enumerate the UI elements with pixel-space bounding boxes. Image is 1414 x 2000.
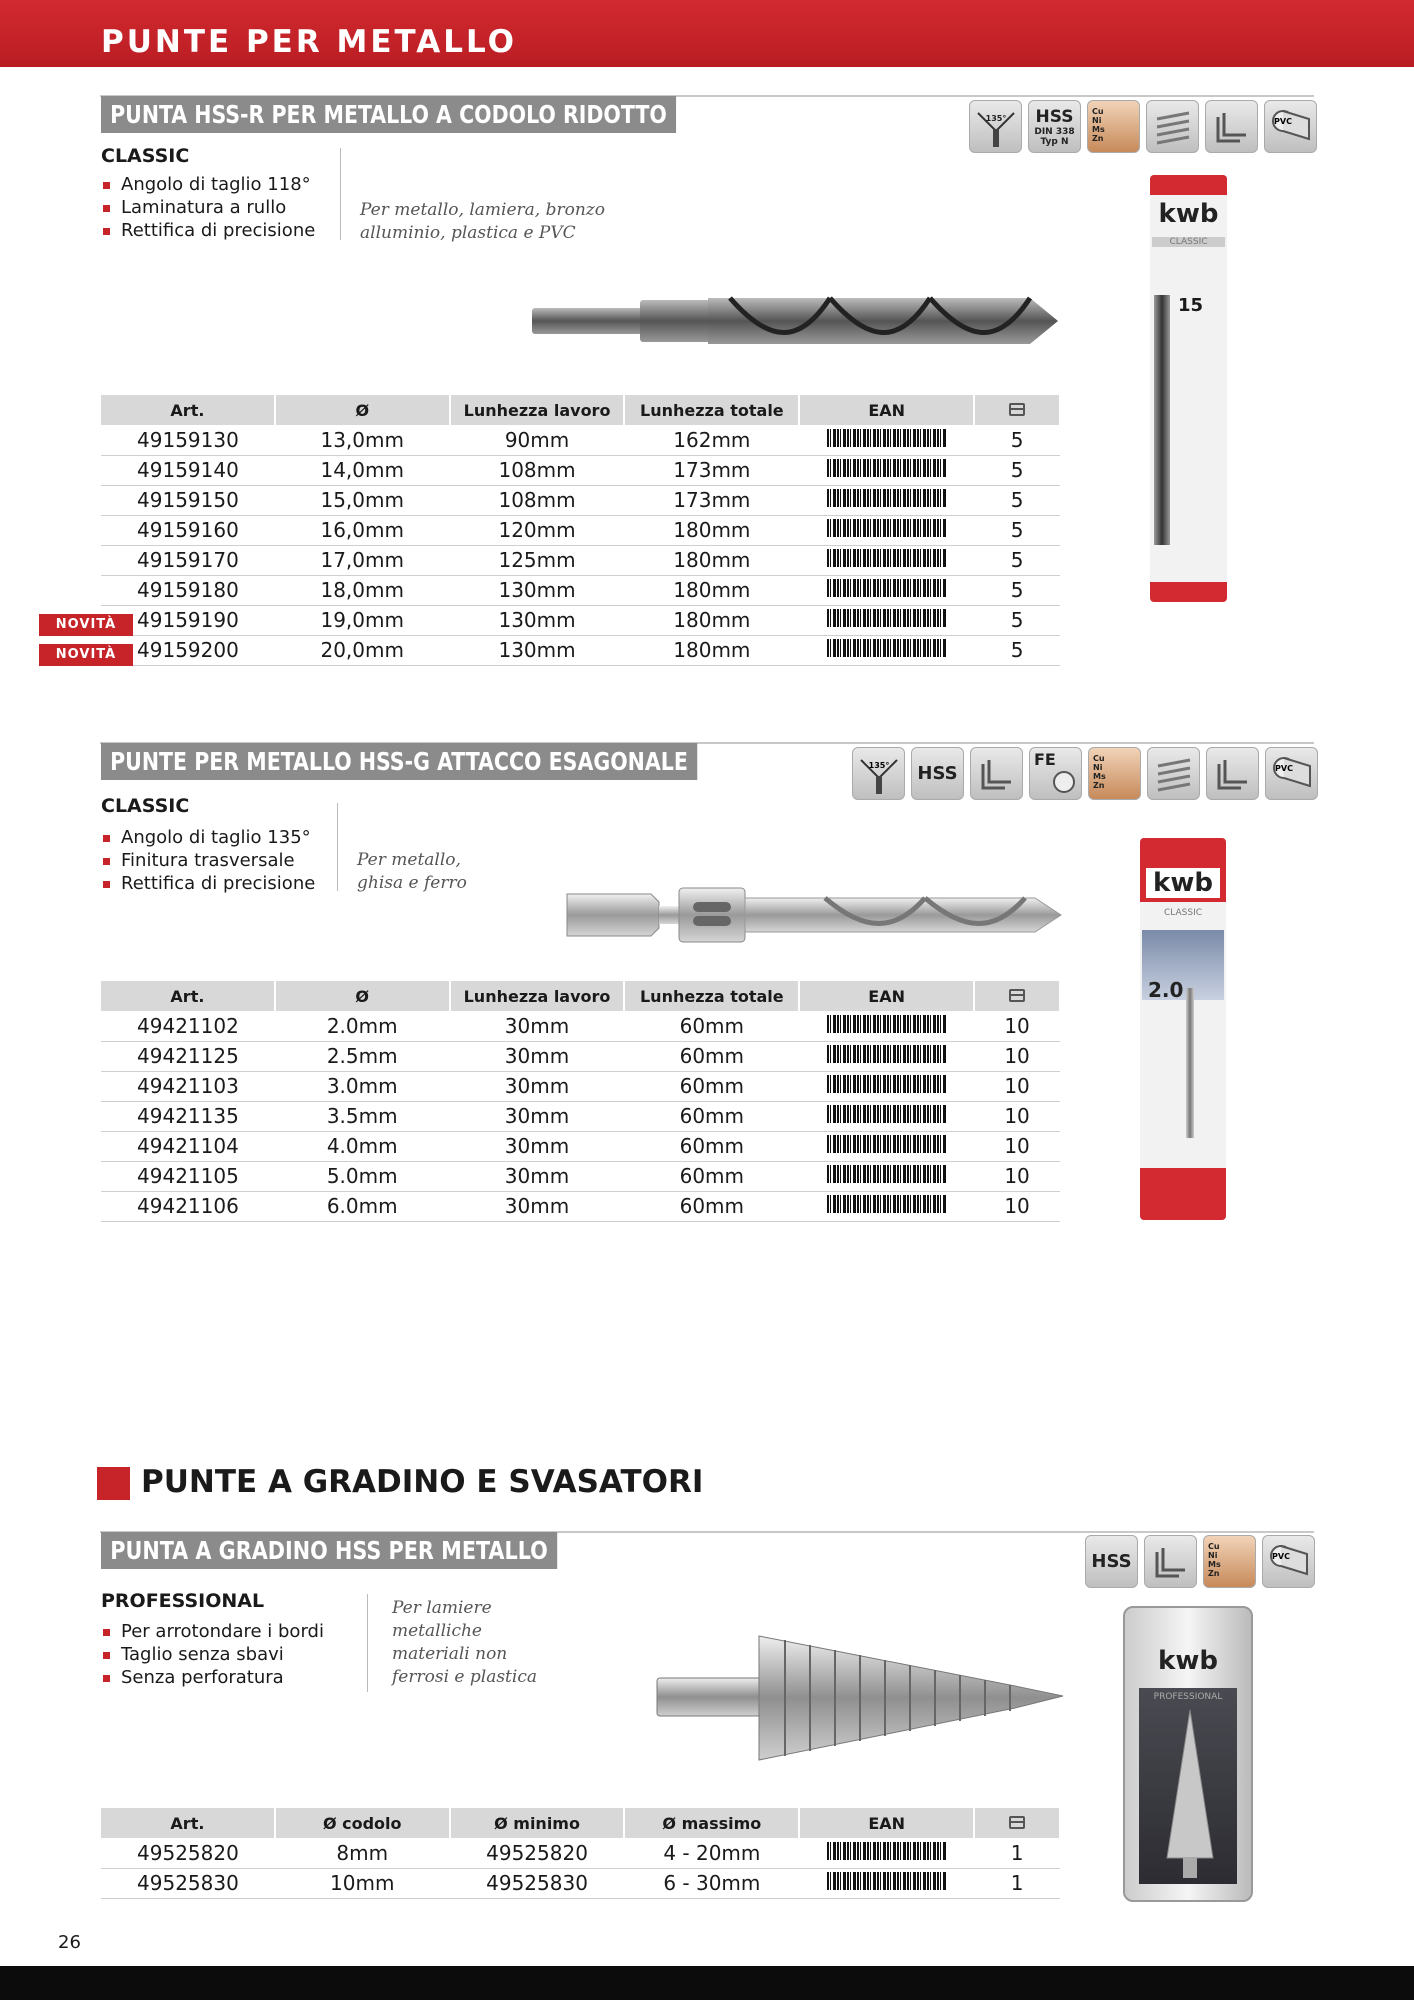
pvc-pipe-icon (1262, 1535, 1315, 1588)
section1-title: PUNTA HSS-R PER METALLO A CODOLO RIDOTTO (101, 96, 676, 133)
col-max-diameter: Ø massimo (624, 1808, 799, 1838)
col-art: Art. (101, 981, 275, 1011)
section2-title: PUNTE PER METALLO HSS-G ATTACCO ESAGONALE (101, 743, 697, 780)
pack-quantity: 10 (974, 1161, 1060, 1191)
package-box-icon (1009, 989, 1025, 1002)
ean-barcode (799, 1191, 974, 1221)
ean-barcode (799, 1071, 974, 1101)
barcode-icon (827, 1105, 947, 1129)
sheet-metal-icon (1147, 747, 1200, 800)
hss-din338-icon: HSS DIN 338 Typ N (1028, 100, 1081, 153)
total-length: 4 - 20mm (624, 1838, 799, 1868)
work-length: 49525820 (450, 1838, 625, 1868)
sheet-metal-icon (1146, 100, 1199, 153)
art-number: 49421135 (101, 1101, 275, 1131)
art-number: 49159150 (101, 485, 275, 515)
barcode-icon (827, 429, 947, 453)
ean-barcode (799, 1011, 974, 1041)
svg-text:PVC: PVC (1273, 116, 1292, 126)
section1-feature-icons (969, 100, 1317, 153)
art-number: 49421105 (101, 1161, 275, 1191)
diameter: 3.5mm (275, 1101, 450, 1131)
ean-barcode (799, 1131, 974, 1161)
barcode-icon (827, 1135, 947, 1159)
diameter: 16,0mm (275, 515, 450, 545)
diameter: 18,0mm (275, 575, 450, 605)
work-length: 125mm (450, 545, 625, 575)
section3-package-image: kwb PROFESSIONAL (1123, 1606, 1253, 1902)
work-length: 30mm (450, 1071, 625, 1101)
work-length: 30mm (450, 1161, 625, 1191)
total-length: 180mm (624, 605, 799, 635)
page-number: 26 (58, 1932, 81, 1953)
pack-quantity: 10 (974, 1011, 1060, 1041)
steel-profile-icon (1206, 747, 1259, 800)
section3-feature-icons (1085, 1535, 1315, 1588)
total-length: 162mm (624, 425, 799, 455)
diameter: 14,0mm (275, 455, 450, 485)
ean-barcode (799, 455, 974, 485)
col-pack-qty (974, 395, 1060, 425)
total-length: 180mm (624, 635, 799, 665)
col-work-length: Lunhezza lavoro (450, 395, 625, 425)
steel-profile-icon (970, 747, 1023, 800)
pack-quantity: 10 (974, 1041, 1060, 1071)
col-art: Art. (101, 1808, 275, 1838)
total-length: 60mm (624, 1101, 799, 1131)
feature-item: Senza perforatura (101, 1666, 324, 1689)
svg-text:PVC: PVC (1271, 1551, 1290, 1561)
cast-iron-fe-icon: FE (1029, 747, 1082, 800)
kwb-logo: kwb (1158, 199, 1219, 229)
col-work-length: Lunhezza lavoro (450, 981, 625, 1011)
table-row (101, 1011, 1060, 1041)
diameter: 13,0mm (275, 425, 450, 455)
table-row (101, 545, 1060, 575)
ean-barcode (799, 545, 974, 575)
pack-quantity: 5 (974, 545, 1060, 575)
art-number: 49159190 (101, 605, 275, 635)
section1-package-image: kwb CLASSIC 15 (1150, 175, 1227, 602)
work-length: 30mm (450, 1191, 625, 1221)
table-row (101, 1071, 1060, 1101)
hss-icon: HSS (1085, 1535, 1138, 1588)
art-number: 49421104 (101, 1131, 275, 1161)
col-ean: EAN (799, 981, 974, 1011)
table-row (101, 1041, 1060, 1071)
cutting-angle-135-icon (852, 747, 905, 800)
barcode-icon (827, 1015, 947, 1039)
diameter: 4.0mm (275, 1131, 450, 1161)
feature-item: Rettifica di precisione (101, 219, 315, 242)
barcode-icon (827, 639, 947, 663)
art-number: 49421102 (101, 1011, 275, 1041)
ean-barcode (799, 1838, 974, 1868)
ean-barcode (799, 575, 974, 605)
art-number: 49525830 (101, 1868, 275, 1898)
diameter: 15,0mm (275, 485, 450, 515)
table-row (101, 1131, 1060, 1161)
section3-features (101, 1620, 324, 1689)
barcode-icon (827, 609, 947, 633)
pack-quantity: 5 (974, 605, 1060, 635)
art-number: 49159180 (101, 575, 275, 605)
hss-icon: HSS (911, 747, 964, 800)
section3-product-line: PROFESSIONAL (101, 1590, 265, 1612)
total-length: 60mm (624, 1041, 799, 1071)
art-number: 49421103 (101, 1071, 275, 1101)
table-row (101, 515, 1060, 545)
pack-quantity: 10 (974, 1101, 1060, 1131)
work-length: 30mm (450, 1041, 625, 1071)
diameter: 2.5mm (275, 1041, 450, 1071)
col-diameter: Ø (275, 981, 450, 1011)
total-length: 180mm (624, 545, 799, 575)
diameter: 5.0mm (275, 1161, 450, 1191)
table-row (101, 1161, 1060, 1191)
feature-item: Angolo di taglio 135° (101, 826, 315, 849)
art-number: 49159170 (101, 545, 275, 575)
svg-text:PVC: PVC (1274, 763, 1293, 773)
diameter: 17,0mm (275, 545, 450, 575)
section2-product-line: CLASSIC (101, 795, 190, 817)
art-number: 49159200 (101, 635, 275, 665)
col-ean: EAN (799, 395, 974, 425)
nonferrous-metal-icon: Cu Ni Ms Zn (1087, 100, 1140, 153)
section1-description: Per metallo, lamiera, bronzo alluminio, plastica e PVC (360, 200, 605, 243)
section3-title: PUNTA A GRADINO HSS PER METALLO (101, 1532, 557, 1569)
table-row (101, 455, 1060, 485)
table-row (101, 1191, 1060, 1221)
ean-barcode (799, 635, 974, 665)
page-title: PUNTE PER METALLO (101, 24, 518, 60)
twist-drill-image (530, 290, 1062, 352)
total-length: 60mm (624, 1191, 799, 1221)
barcode-icon (827, 1075, 947, 1099)
ean-barcode (799, 1868, 974, 1898)
col-shank-diameter: Ø codolo (275, 1808, 450, 1838)
header-bar (0, 0, 1414, 67)
ean-barcode (799, 485, 974, 515)
art-number: 49525820 (101, 1838, 275, 1868)
total-length: 60mm (624, 1071, 799, 1101)
pack-quantity: 10 (974, 1071, 1060, 1101)
pack-quantity: 5 (974, 635, 1060, 665)
ean-barcode (799, 425, 974, 455)
barcode-icon (827, 519, 947, 543)
new-product-badge: NOVITÀ (39, 614, 133, 636)
total-length: 180mm (624, 515, 799, 545)
work-length: 30mm (450, 1131, 625, 1161)
cutting-angle-135-icon (969, 100, 1022, 153)
barcode-icon (827, 579, 947, 603)
new-product-badge: NOVITÀ (39, 644, 133, 666)
steel-profile-icon (1144, 1535, 1197, 1588)
work-length: 108mm (450, 455, 625, 485)
work-length: 130mm (450, 635, 625, 665)
pack-quantity: 5 (974, 455, 1060, 485)
pack-quantity: 5 (974, 515, 1060, 545)
col-total-length: Lunhezza totale (624, 395, 799, 425)
svg-text:135°: 135° (868, 760, 889, 770)
section3-table (101, 1808, 1061, 1899)
kwb-logo: kwb (1146, 868, 1220, 898)
hex-shank-drill-image (565, 880, 1065, 950)
section2-package-image: kwb CLASSIC 2.0 (1140, 838, 1226, 1220)
pack-quantity: 1 (974, 1838, 1060, 1868)
ean-barcode (799, 1101, 974, 1131)
total-length: 60mm (624, 1161, 799, 1191)
feature-item: Per arrotondare i bordi (101, 1620, 324, 1643)
footer-bar (0, 1966, 1414, 2000)
nonferrous-metal-icon: Cu Ni Ms Zn (1088, 747, 1141, 800)
feature-item: Angolo di taglio 118° (101, 173, 315, 196)
diameter: 2.0mm (275, 1011, 450, 1041)
barcode-icon (827, 489, 947, 513)
work-length: 30mm (450, 1101, 625, 1131)
art-number: 49159160 (101, 515, 275, 545)
divider (337, 803, 338, 891)
section1-features (101, 173, 315, 242)
subheading-marker (97, 1467, 130, 1500)
col-art: Art. (101, 395, 275, 425)
art-number: 49159140 (101, 455, 275, 485)
diameter: 19,0mm (275, 605, 450, 635)
table-row (101, 575, 1060, 605)
barcode-icon (827, 1165, 947, 1189)
col-min-diameter: Ø minimo (450, 1808, 625, 1838)
barcode-icon (827, 549, 947, 573)
art-number: 49421106 (101, 1191, 275, 1221)
feature-item: Rettifica di precisione (101, 872, 315, 895)
package-box-icon (1009, 403, 1025, 416)
work-length: 49525830 (450, 1868, 625, 1898)
col-pack-qty (974, 981, 1060, 1011)
pack-quantity: 5 (974, 485, 1060, 515)
section1-table (101, 395, 1061, 666)
feature-item: Laminatura a rullo (101, 196, 315, 219)
barcode-icon (827, 459, 947, 483)
pack-quantity: 10 (974, 1131, 1060, 1161)
kwb-logo: kwb (1158, 1646, 1218, 1676)
feature-item: Finitura trasversale (101, 849, 315, 872)
diameter: 8mm (275, 1838, 450, 1868)
pack-quantity: 10 (974, 1191, 1060, 1221)
table-row (101, 635, 1060, 665)
art-number: 49421125 (101, 1041, 275, 1071)
pack-quantity: 1 (974, 1868, 1060, 1898)
total-length: 60mm (624, 1131, 799, 1161)
total-length: 180mm (624, 575, 799, 605)
work-length: 130mm (450, 575, 625, 605)
subheading: PUNTE A GRADINO E SVASATORI (141, 1464, 704, 1500)
table-row (101, 605, 1060, 635)
pvc-pipe-icon (1265, 747, 1318, 800)
ean-barcode (799, 1161, 974, 1191)
package-box-icon (1009, 1816, 1025, 1829)
ean-barcode (799, 1041, 974, 1071)
svg-text:135°: 135° (985, 113, 1006, 123)
ean-barcode (799, 515, 974, 545)
table-row (101, 425, 1060, 455)
pvc-pipe-icon (1264, 100, 1317, 153)
barcode-icon (827, 1842, 947, 1866)
divider (367, 1594, 368, 1692)
step-drill-image (655, 1630, 1065, 1766)
art-number: 49159130 (101, 425, 275, 455)
col-diameter: Ø (275, 395, 450, 425)
barcode-icon (827, 1045, 947, 1069)
table-row (101, 1838, 1060, 1868)
barcode-icon (827, 1195, 947, 1219)
section2-description: Per metallo, ghisa e ferro (357, 850, 467, 893)
diameter: 3.0mm (275, 1071, 450, 1101)
section2-feature-icons (852, 747, 1318, 800)
work-length: 120mm (450, 515, 625, 545)
table-row (101, 1868, 1060, 1898)
ean-barcode (799, 605, 974, 635)
work-length: 90mm (450, 425, 625, 455)
pack-quantity: 5 (974, 425, 1060, 455)
table-row (101, 485, 1060, 515)
section1-product-line: CLASSIC (101, 145, 190, 167)
table-row (101, 1101, 1060, 1131)
total-length: 173mm (624, 485, 799, 515)
steel-profile-icon (1205, 100, 1258, 153)
total-length: 173mm (624, 455, 799, 485)
diameter: 20,0mm (275, 635, 450, 665)
feature-item: Taglio senza sbavi (101, 1643, 324, 1666)
total-length: 6 - 30mm (624, 1868, 799, 1898)
col-total-length: Lunhezza totale (624, 981, 799, 1011)
pack-quantity: 5 (974, 575, 1060, 605)
diameter: 6.0mm (275, 1191, 450, 1221)
barcode-icon (827, 1872, 947, 1896)
nonferrous-metal-icon: Cu Ni Ms Zn (1203, 1535, 1256, 1588)
work-length: 130mm (450, 605, 625, 635)
section2-features (101, 826, 315, 895)
diameter: 10mm (275, 1868, 450, 1898)
col-ean: EAN (799, 1808, 974, 1838)
total-length: 60mm (624, 1011, 799, 1041)
section2-table (101, 981, 1061, 1222)
divider (340, 148, 341, 240)
section3-description: Per lamiere metalliche materiali non ferrosi e plastica (392, 1598, 537, 1687)
col-pack-qty (974, 1808, 1060, 1838)
work-length: 30mm (450, 1011, 625, 1041)
work-length: 108mm (450, 485, 625, 515)
